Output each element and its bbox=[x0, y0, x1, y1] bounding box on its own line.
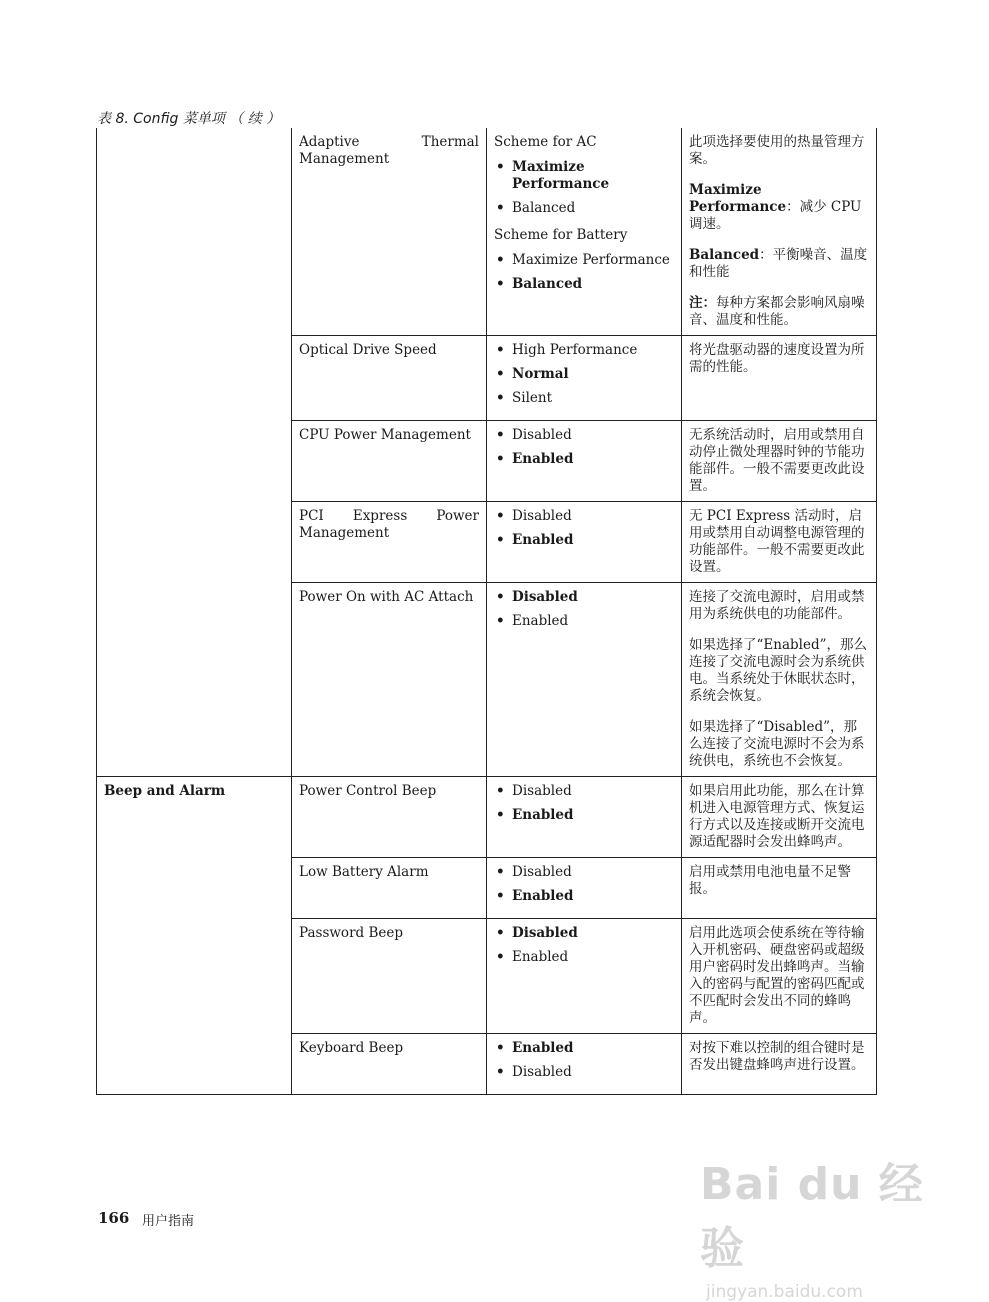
item-name: CPU Power Management bbox=[299, 427, 471, 443]
item-cell bbox=[292, 858, 487, 919]
options-list bbox=[494, 508, 674, 549]
option-item: • Normal bbox=[494, 366, 674, 383]
description-cell bbox=[682, 128, 877, 336]
options-list bbox=[494, 589, 674, 630]
description-cell bbox=[682, 919, 877, 1034]
options-list bbox=[494, 1040, 674, 1081]
item-name: Adaptive Thermal Management bbox=[299, 134, 479, 167]
table-row bbox=[97, 128, 877, 336]
option-item: • Disabled bbox=[494, 925, 674, 942]
description-text: 连接了交流电源时，启用或禁用为系统供电的功能部件。 bbox=[689, 589, 865, 622]
options-cell bbox=[487, 919, 682, 1034]
description-paragraph bbox=[689, 182, 869, 233]
option-item: • Enabled bbox=[494, 888, 674, 905]
description-cell bbox=[682, 777, 877, 858]
category-cell bbox=[97, 777, 292, 1095]
options-cell bbox=[487, 583, 682, 777]
option-item: • Maximize Performance bbox=[494, 252, 674, 269]
option-item: • Disabled bbox=[494, 427, 674, 444]
option-item: • Balanced bbox=[494, 276, 674, 293]
option-item: • Disabled bbox=[494, 783, 674, 800]
option-item: • Disabled bbox=[494, 864, 674, 881]
options-cell bbox=[487, 502, 682, 583]
item-cell bbox=[292, 502, 487, 583]
description-cell bbox=[682, 336, 877, 421]
description-label: Maximize Performance bbox=[689, 182, 787, 215]
options-list bbox=[494, 783, 674, 824]
item-name: Low Battery Alarm bbox=[299, 864, 429, 880]
page-number: 166 bbox=[98, 1209, 130, 1227]
description-paragraph bbox=[689, 719, 869, 770]
description-paragraph bbox=[689, 1040, 869, 1074]
description-paragraph bbox=[689, 637, 869, 705]
description-label: 注： bbox=[689, 295, 716, 311]
watermark-url: jingyan.baidu.com bbox=[706, 1282, 863, 1302]
description-text: ：平衡噪音、温度和性能 bbox=[689, 247, 868, 280]
description-text: 此项选择要使用的热量管理方案。 bbox=[689, 134, 865, 167]
item-cell bbox=[292, 919, 487, 1034]
item-name: Power Control Beep bbox=[299, 783, 437, 799]
options-cell bbox=[487, 1034, 682, 1095]
item-cell bbox=[292, 128, 487, 336]
config-menu-table bbox=[96, 128, 877, 1095]
option-item: • Enabled bbox=[494, 451, 674, 468]
options-cell bbox=[487, 421, 682, 502]
description-text: 将光盘驱动器的速度设置为所需的性能。 bbox=[689, 342, 865, 375]
description-text: ：减少 CPU 调速。 bbox=[689, 199, 862, 232]
description-paragraph bbox=[689, 864, 869, 898]
option-item: • High Performance bbox=[494, 342, 674, 359]
options-cell bbox=[487, 336, 682, 421]
item-cell bbox=[292, 336, 487, 421]
scheme-heading: Scheme for Battery bbox=[494, 227, 628, 243]
item-name: Password Beep bbox=[299, 925, 403, 941]
options-cell bbox=[487, 777, 682, 858]
description-paragraph bbox=[689, 342, 869, 376]
options-list bbox=[494, 925, 674, 966]
watermark bbox=[700, 1148, 930, 1302]
description-paragraph bbox=[689, 247, 869, 281]
option-item: • Silent bbox=[494, 390, 674, 407]
scheme-heading: Scheme for AC bbox=[494, 134, 597, 150]
description-text: 如果启用此功能，那么在计算机进入电源管理方式、恢复运行方式以及连接或断开交流电源适配器时会发出蜂鸣声。 bbox=[689, 783, 865, 850]
item-name: PCI Express Power Management bbox=[299, 508, 479, 541]
option-item: • Balanced bbox=[494, 200, 674, 217]
description-paragraph bbox=[689, 508, 869, 576]
options-cell bbox=[487, 858, 682, 919]
description-text: 无系统活动时，启用或禁用自动停止微处理器时钟的节能功能部件。一般不需要更改此设置。 bbox=[689, 427, 865, 494]
description-paragraph bbox=[689, 783, 869, 851]
category-label: Beep and Alarm bbox=[104, 783, 226, 799]
description-paragraph bbox=[689, 925, 869, 1027]
option-item: • Disabled bbox=[494, 589, 674, 606]
options-list bbox=[494, 427, 674, 468]
description-text: 如果选择了“Disabled”，那么连接了交流电源时不会为系统供电，系统也不会恢复。 bbox=[689, 719, 865, 769]
option-item: • Enabled bbox=[494, 949, 674, 966]
option-item: • Enabled bbox=[494, 532, 674, 549]
footer-title: 用户指南 bbox=[142, 1214, 195, 1229]
description-cell bbox=[682, 1034, 877, 1095]
option-item: • Enabled bbox=[494, 807, 674, 824]
description-cell bbox=[682, 502, 877, 583]
description-cell bbox=[682, 858, 877, 919]
options-list bbox=[494, 252, 674, 293]
options-cell bbox=[487, 128, 682, 336]
description-text: 如果选择了“Enabled”，那么连接了交流电源时会为系统供电。当系统处于休眠状态时，系统会恢复。 bbox=[689, 637, 867, 704]
description-cell bbox=[682, 583, 877, 777]
option-item: • Maximize Performance bbox=[494, 159, 674, 193]
item-cell bbox=[292, 1034, 487, 1095]
item-cell bbox=[292, 583, 487, 777]
table-caption: 表 8. Config 菜单项 （ 续 ） bbox=[97, 111, 281, 127]
description-paragraph bbox=[689, 427, 869, 495]
option-item: • Enabled bbox=[494, 1040, 674, 1057]
item-name: Keyboard Beep bbox=[299, 1040, 404, 1056]
option-item: • Enabled bbox=[494, 613, 674, 630]
description-paragraph bbox=[689, 134, 869, 168]
options-list bbox=[494, 342, 674, 407]
item-cell bbox=[292, 421, 487, 502]
description-text: 启用或禁用电池电量不足警报。 bbox=[689, 864, 851, 897]
description-text: 每种方案都会影响风扇噪音、温度和性能。 bbox=[689, 295, 865, 328]
option-item: • Disabled bbox=[494, 508, 674, 525]
options-list bbox=[494, 159, 674, 217]
item-name: Optical Drive Speed bbox=[299, 342, 437, 358]
description-text: 启用此选项会使系统在等待输入开机密码、硬盘密码或超级用户密码时发出蜂鸣声。当输入的密码与配置的密码匹配或不匹配时会发出不同的蜂鸣声。 bbox=[689, 925, 865, 1026]
description-paragraph bbox=[689, 295, 869, 329]
description-paragraph bbox=[689, 589, 869, 623]
description-text: 无 PCI Express 活动时，启用或禁用自动调整电源管理的功能部件。一般不需要更改此设置。 bbox=[689, 508, 865, 575]
description-label: Balanced bbox=[689, 247, 760, 263]
item-cell bbox=[292, 777, 487, 858]
description-text: 对按下难以控制的组合键时是否发出键盘蜂鸣声进行设置。 bbox=[689, 1040, 865, 1073]
item-name: Power On with AC Attach bbox=[299, 589, 474, 605]
table-row bbox=[97, 777, 877, 858]
options-list bbox=[494, 864, 674, 905]
option-item: • Disabled bbox=[494, 1064, 674, 1081]
watermark-logo-text: Bai du 经验 bbox=[700, 1159, 924, 1274]
description-cell bbox=[682, 421, 877, 502]
category-cell bbox=[97, 128, 292, 777]
